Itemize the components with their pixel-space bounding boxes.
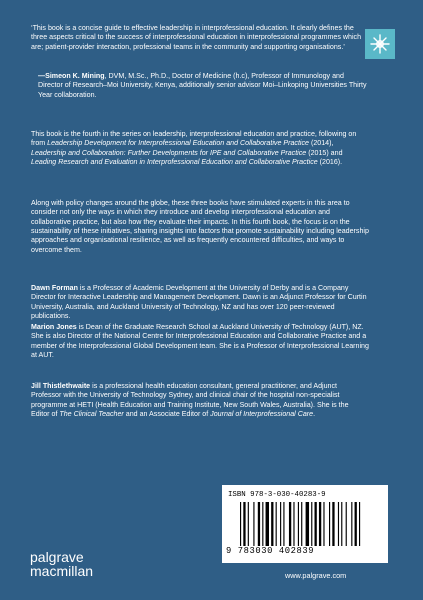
series-title-3: Leading Research and Evaluation in Interprofessional Education and Collaborative Practice [31, 158, 318, 167]
quote-text: ‘This book is a concise guide to effective leadership in interprofessional education. It clearly defines the three aspects critical to the success of interprofessional education in interprofessional programmes which are; patient-provider interaction, professional teams in the community and supporting organisations.’ [31, 24, 362, 51]
series-year-1: (2014), [309, 139, 334, 148]
author-bio-thistlethwaite [31, 382, 369, 419]
series-title-1: Leadership Development for Interprofessional Education and Collaborative Practice [47, 139, 310, 148]
publisher-website-link[interactable]: www.palgrave.com [285, 571, 347, 580]
author-name-forman: Dawn Forman [31, 284, 78, 292]
policy-text: Along with policy changes around the globe, these three books have stimulated experts in this area to consider not only the ways in which they introduce and develop interprofessional education and collaborative practice, but also how they evaluate their impacts. In this fourth book, the focus is on the sustainability of these initiatives, sharing insights into factors that promote sustainability including leadership approaches and organisational resilience, as well as frequently encountered difficulties, and ways to overcome them. [31, 199, 369, 254]
series-paragraph [31, 130, 369, 167]
author-text-thistlethwaite: is a professional health education consultant, general practitioner, and Adjunct Professor with the University of Technology Sydney, and clinical chair of the hospital non-specialist programme at HETI (Health Education and Training Institute, New South Wales, Australia). She is the Editor of [31, 382, 349, 419]
publisher-name-line2: macmillan [30, 563, 94, 579]
publisher-name-line1: palgrave [30, 549, 84, 565]
journal-interprofessional-care: Journal of Interprofessional Care [210, 410, 314, 419]
journal-clinical-teacher: The Clinical Teacher [59, 410, 124, 419]
barcode-panel [222, 485, 388, 563]
author-text-forman: is a Professor of Academic Development at the University of Derby and is a Company Director for Interactive Leadership and Management Development. Dawn is an Adjunct Professor for Curtin University, Australia, and Auckland University of Technology, NZ and has over 120 peer-reviewed publications. [31, 284, 367, 321]
quote-author-detail: , DVM, M.Sc., Ph.D., Doctor of Medicine (h.c), Professor of Immunology and Director of Research–Moi University, Kenya, additionally senior advisor Moi–Linkoping Universities Thirty Year collaboration. [38, 72, 367, 99]
author-text-thistlethwaite-end: . [313, 410, 316, 419]
springer-horse-logo-icon [365, 29, 395, 59]
isbn-label: ISBN 978-3-030-40283-9 [228, 491, 326, 499]
author-bio-jones [31, 323, 369, 360]
author-text-thistlethwaite-mid: and an Associate Editor of [123, 410, 211, 419]
barcode-icon [238, 502, 378, 546]
author-bio-forman [31, 284, 369, 321]
author-text-jones: is Dean of the Graduate Research School at Auckland University of Technology (AUT), NZ. She is also Director of the National Centre for Interprofessional Education and Collaborative Practice and a member of the Interprofessional Global Development team. She is a Professor of Interprofessional Learning at AUT. [31, 323, 369, 360]
series-intro: This book is the fourth in the series on leadership, interprofessional education and practice, following on from [31, 130, 357, 148]
publisher-logo [30, 550, 150, 578]
quote-attribution [38, 72, 370, 100]
author-name-thistlethwaite: Jill Thistlethwaite [31, 382, 91, 390]
policy-paragraph [31, 199, 369, 255]
isbn-digits: 9 783030 402839 [226, 546, 315, 556]
author-name-jones: Marion Jones [31, 323, 77, 331]
series-year-2: (2015) and [306, 148, 343, 157]
series-title-2: Leadership and Collaboration: Further Developments for IPE and Collaborative Practice [31, 148, 307, 157]
series-year-3: (2016). [317, 158, 343, 167]
endorsement-quote [31, 24, 363, 52]
quote-author: —Simeon K. Mining [38, 72, 105, 80]
